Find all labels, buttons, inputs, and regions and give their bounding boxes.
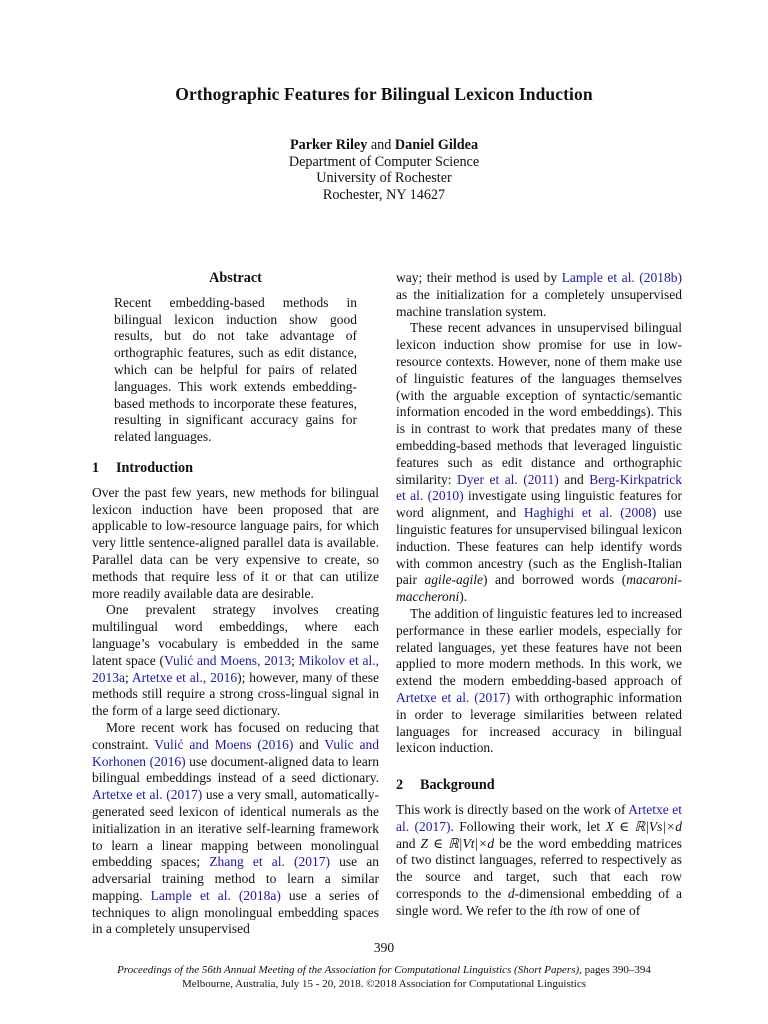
paragraph <box>396 270 682 320</box>
text-run: and <box>293 736 325 752</box>
text-run: ; <box>291 652 299 668</box>
proceedings-footer <box>0 963 768 991</box>
example-term: macaroni-maccheroni <box>396 572 682 605</box>
citation-link[interactable]: Lample et al. (2018a) <box>150 887 281 903</box>
author-connector: and <box>370 137 392 153</box>
citation-link[interactable]: Vulic and Korhonen (2016) <box>92 736 379 769</box>
citation-link[interactable]: Vulić and Moens, 2013 <box>164 652 292 668</box>
section-number: 1 <box>92 459 100 476</box>
math-expression: X ∈ ℝ|Vs|×d <box>605 818 683 834</box>
text-run: with orthographic information in order to leverage similarities between related languages for increased accuracy in bilingual lexicon induction. <box>396 689 682 756</box>
citation-link[interactable]: Mikolov et al., 2013a <box>92 652 379 685</box>
math-expression: i <box>549 902 554 918</box>
text-run: use document-aligned data to learn bilingual embeddings instead of a seed dictionary. <box>92 753 379 786</box>
text-run: ); however, many of these methods still require a strong cross-lingual signal in the form of a large seed dictionary. <box>92 669 380 719</box>
venue-name: Proceedings of the 56th Annual Meeting of the Association for Computational Linguistics (Short Papers) <box>117 964 580 976</box>
author-line <box>0 137 768 154</box>
author-block <box>0 137 768 203</box>
text-run: These recent advances in unsupervised bilingual lexicon induction show promise for use in low-resource contexts. However, none of them make use of linguistic features of the languages themselves (with the arguable exception of syntactic/semantic information encoded in the word embeddings). This is in contrast to work that predates many of these embedding-based methods that leveraged linguistic features such as edit distance and orthographic similarity: <box>396 320 682 487</box>
math-expression: Z ∈ ℝ|Vt|×d <box>420 835 495 851</box>
section-title: Introduction <box>116 459 193 476</box>
text-run: ; <box>125 669 132 685</box>
text-run: . Following their work, let <box>450 818 606 834</box>
citation-link[interactable]: Haghighi et al. (2008) <box>523 505 657 521</box>
text-run: More recent work has focused on reducing that constraint. <box>92 719 379 752</box>
affiliation-university: University of Rochester <box>316 170 452 187</box>
abstract-text: Recent embedding-based methods in bilingual lexicon induction show good results, but do not take advantage of orthographic features, such as edit distance, which can be helpful for pairs of related languages. This work extends embedding-based methods to incorporate these features, resulting in significant accuracy gains for related languages. <box>114 294 357 445</box>
citation-link[interactable]: Dyer et al. (2011) <box>456 471 559 487</box>
venue-location: Melbourne, Australia, July 15 - 20, 2018. ©2018 Association for Computational Linguistics <box>181 978 586 990</box>
paragraph: Over the past few years, new methods for bilingual lexicon induction have been proposed that are applicable to low-resource language pairs, for which very little sentence-aligned parallel data is available. Parallel data can be very expensive to create, so methods that require less of it or that can utilize more readily available data are desirable. <box>92 484 379 601</box>
abstract-heading: Abstract <box>209 270 262 286</box>
text-run: One prevalent strategy involves creating multilingual word embeddings, where each language’s vocabulary is embedded in the same latent space ( <box>92 602 379 668</box>
text-run: investigate using linguistic features for word alignment, and <box>396 488 682 521</box>
text-run: and <box>396 835 421 851</box>
right-column <box>396 270 682 919</box>
proceedings-line <box>0 963 768 977</box>
example-term: agile-agile <box>424 572 483 588</box>
math-expression: d <box>507 885 515 901</box>
paragraph <box>396 802 682 920</box>
author-name: Parker Riley <box>289 137 368 153</box>
left-column <box>92 270 379 938</box>
paper-title: Orthographic Features for Bilingual Lexicon Induction <box>175 84 593 104</box>
page-range: , pages 390–394 <box>579 964 651 976</box>
paragraph <box>396 606 682 757</box>
text-run: way; their method is used by <box>396 270 562 285</box>
citation-link[interactable]: Artetxe et al., 2016 <box>131 669 238 685</box>
text-run: th row of one of <box>553 902 641 918</box>
affiliation-dept: Department of Computer Science <box>288 153 480 170</box>
text-run: use linguistic features for unsupervised bilingual lexicon induction. These features can help identify words with common ancestry (such as the English-Italian pair <box>396 505 682 588</box>
citation-link[interactable]: Berg-Kirkpatrick et al. (2010) <box>396 471 682 504</box>
citation-link[interactable]: Vulić and Moens (2016) <box>154 736 294 752</box>
citation-link[interactable]: Artetxe et al. (2017) <box>396 689 511 705</box>
citation-link[interactable]: Lample et al. (2018b) <box>561 270 682 285</box>
paragraph <box>396 320 682 606</box>
affiliation-city: Rochester, NY 14627 <box>322 186 446 203</box>
section-heading-background <box>396 777 682 794</box>
text-run: -dimensional embedding of a single word. We refer to the <box>396 885 682 918</box>
citation-link[interactable]: Artetxe et al. (2017) <box>396 801 682 834</box>
section-number: 2 <box>396 777 404 794</box>
citation-link[interactable]: Zhang et al. (2017) <box>209 854 330 870</box>
section-title: Background <box>420 777 495 794</box>
section-heading-introduction <box>92 460 379 477</box>
text-run: The addition of linguistic features led to increased performance in these earlier models, especially for related languages, yet these features have not been applied to more modern methods. In this work, we extend the modern embedding-based approach of <box>396 605 682 689</box>
paragraph <box>92 602 379 720</box>
text-run: as the initialization for a completely unsupervised machine translation system. <box>396 286 682 319</box>
text-run: ) and borrowed words ( <box>482 572 627 588</box>
text-run: use an adversarial training method to learn a similar mapping. <box>92 854 379 903</box>
text-run: use a very small, automatically-generated seed lexicon of identical numerals as the initialization in an iterative self-learning framework to learn a linear mapping between monolingual embedding spaces; <box>92 787 379 870</box>
author-name: Daniel Gildea <box>394 137 479 153</box>
page-number: 390 <box>373 940 395 955</box>
text-run: and <box>558 471 590 487</box>
text-run: be the word embedding matrices of two distinct languages, referred to respectively as the source and target, such that each row corresponds to the <box>396 835 682 901</box>
text-run: This work is directly based on the work of <box>396 801 629 817</box>
citation-link[interactable]: Artetxe et al. (2017) <box>92 787 203 803</box>
text-run: ). <box>459 589 468 605</box>
text-run: use a series of techniques to align monolingual embedding spaces in a completely unsupervised <box>92 887 380 937</box>
paragraph <box>92 720 379 938</box>
